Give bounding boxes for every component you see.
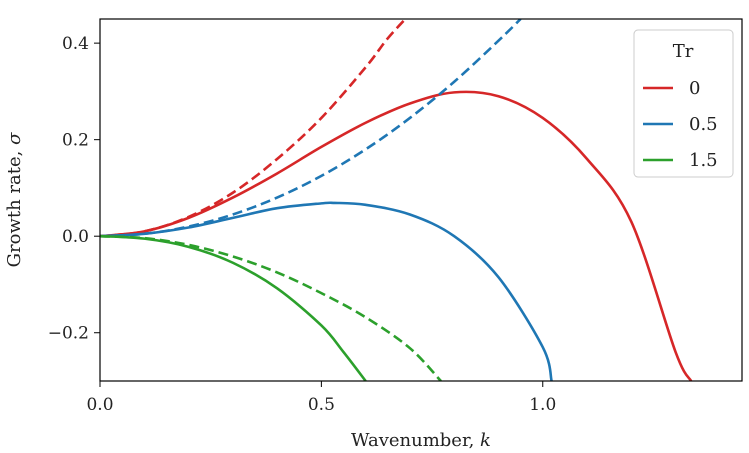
x-tick-label: 0.0 — [86, 395, 114, 415]
y-tick-label: 0.4 — [61, 34, 89, 55]
y-axis-label: Growth rate, σ — [4, 132, 25, 268]
legend-label: 1.5 — [689, 150, 718, 171]
x-axis-label: Wavenumber, k — [351, 430, 491, 451]
y-axis — [48, 34, 100, 344]
y-tick-label: 0.0 — [61, 227, 89, 248]
x-tick-label: 0.5 — [307, 395, 335, 415]
legend — [634, 30, 733, 177]
series-lines — [100, 14, 691, 381]
series-line-dashed-5 — [100, 236, 441, 381]
legend-label: 0.5 — [689, 114, 718, 135]
x-tick-label: 1.0 — [529, 395, 557, 415]
y-tick-label: 0.2 — [61, 130, 89, 151]
y-tick-label: −0.2 — [47, 323, 89, 344]
legend-label: 0 — [689, 78, 701, 99]
legend-title: Tr — [672, 41, 694, 62]
x-axis — [86, 381, 556, 415]
series-line-tr-1-5 — [100, 236, 366, 381]
